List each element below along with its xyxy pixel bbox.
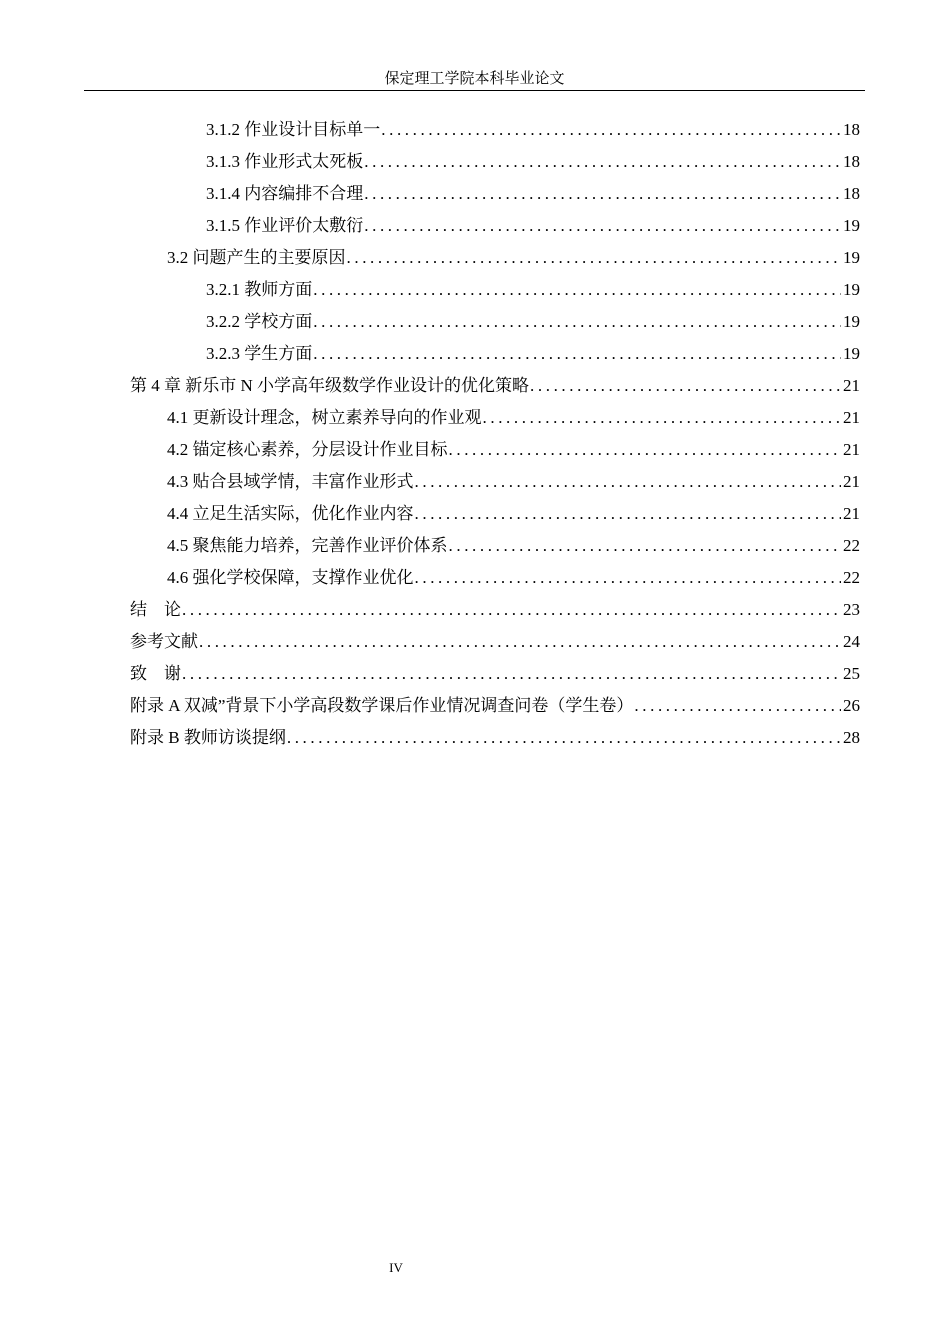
toc-dot-leader xyxy=(415,498,842,530)
toc-dot-leader xyxy=(483,402,842,434)
toc-entry-title: 4.5 聚焦能力培养，完善作业评价体系 xyxy=(167,536,448,555)
toc-entry-conclusion[interactable] xyxy=(130,594,860,626)
toc-dot-leader xyxy=(313,306,841,338)
toc-entry-page: 19 xyxy=(843,248,860,267)
toc-dot-leader xyxy=(449,530,842,562)
toc-dot-leader xyxy=(287,722,841,754)
toc-dot-leader xyxy=(313,274,841,306)
toc-dot-leader xyxy=(313,338,841,370)
toc-entry-title: 3.1.4 内容编排不合理 xyxy=(206,184,364,203)
toc-dot-leader xyxy=(634,690,841,722)
page-number: IV xyxy=(389,1260,403,1275)
toc-entry-title: 4.6 强化学校保障，支撑作业优化 xyxy=(167,568,414,587)
toc-entry-title: 4.1 更新设计理念，树立素养导向的作业观 xyxy=(167,408,482,427)
toc-entry-title: 3.2.1 教师方面 xyxy=(206,280,313,299)
toc-entry-title: 3.2.3 学生方面 xyxy=(206,344,313,363)
toc-entry-page: 26 xyxy=(843,696,860,715)
table-of-contents xyxy=(130,114,860,754)
toc-dot-leader xyxy=(415,562,842,594)
toc-entry-4-1[interactable] xyxy=(130,402,860,434)
toc-entry-4-2[interactable] xyxy=(130,434,860,466)
toc-entry-references[interactable] xyxy=(130,626,860,658)
toc-entry-page: 24 xyxy=(843,632,860,651)
toc-entry-title: 4.4 立足生活实际，优化作业内容 xyxy=(167,504,414,523)
toc-entry-page: 28 xyxy=(843,728,860,747)
toc-entry-page: 18 xyxy=(843,120,860,139)
toc-entry-title: 参考文献 xyxy=(130,632,198,651)
toc-entry-page: 23 xyxy=(843,600,860,619)
toc-entry-page: 19 xyxy=(843,216,860,235)
toc-entry-4-3[interactable] xyxy=(130,466,860,498)
toc-entry-page: 19 xyxy=(843,344,860,363)
toc-entry-title: 致 谢 xyxy=(130,664,181,683)
toc-dot-leader xyxy=(530,370,841,402)
toc-entry-4-5[interactable] xyxy=(130,530,860,562)
toc-dot-leader xyxy=(449,434,842,466)
toc-entry-3-2-1[interactable] xyxy=(130,274,860,306)
page-footer xyxy=(360,1258,432,1278)
toc-dot-leader xyxy=(364,210,841,242)
toc-entry-chapter-4[interactable] xyxy=(130,370,860,402)
toc-entry-page: 21 xyxy=(843,472,860,491)
toc-entry-title: 第 4 章 新乐市 N 小学高年级数学作业设计的优化策略 xyxy=(130,376,530,395)
toc-entry-page: 19 xyxy=(843,312,860,331)
toc-entry-page: 21 xyxy=(843,408,860,427)
toc-entry-4-6[interactable] xyxy=(130,562,860,594)
toc-dot-leader xyxy=(381,114,841,146)
toc-entry-appendix-b[interactable] xyxy=(130,722,860,754)
header-title: 保定理工学院本科毕业论文 xyxy=(384,71,565,87)
toc-entry-title: 附录 B 教师访谈提纲 xyxy=(130,728,286,747)
toc-entry-title: 3.2.2 学校方面 xyxy=(206,312,313,331)
toc-entry-3-1-4[interactable] xyxy=(130,178,860,210)
toc-entry-title: 3.2 问题产生的主要原因 xyxy=(167,248,346,267)
toc-dot-leader xyxy=(364,178,841,210)
toc-entry-title: 4.3 贴合县域学情，丰富作业形式 xyxy=(167,472,414,491)
toc-dot-leader xyxy=(199,626,841,658)
toc-dot-leader xyxy=(182,658,841,690)
toc-entry-title: 结 论 xyxy=(130,600,181,619)
toc-entry-title: 3.1.5 作业评价太敷衍 xyxy=(206,216,364,235)
page-header xyxy=(84,68,865,91)
toc-dot-leader xyxy=(415,466,842,498)
toc-entry-page: 18 xyxy=(843,184,860,203)
toc-dot-leader xyxy=(347,242,842,274)
toc-entry-3-1-3[interactable] xyxy=(130,146,860,178)
toc-entry-title: 附录 A 双减”背景下小学高段数学课后作业情况调查问卷（学生卷） xyxy=(130,696,634,715)
toc-entry-page: 22 xyxy=(843,536,860,555)
toc-dot-leader xyxy=(182,594,841,626)
toc-entry-page: 25 xyxy=(843,664,860,683)
toc-entry-page: 21 xyxy=(843,376,860,395)
toc-entry-4-4[interactable] xyxy=(130,498,860,530)
toc-entry-acknowledgements[interactable] xyxy=(130,658,860,690)
toc-entry-title: 3.1.3 作业形式太死板 xyxy=(206,152,364,171)
toc-entry-page: 22 xyxy=(843,568,860,587)
toc-dot-leader xyxy=(364,146,841,178)
toc-entry-3-2-3[interactable] xyxy=(130,338,860,370)
toc-entry-page: 19 xyxy=(843,280,860,299)
toc-entry-appendix-a[interactable] xyxy=(130,690,860,722)
toc-entry-page: 18 xyxy=(843,152,860,171)
toc-entry-3-1-2[interactable] xyxy=(130,114,860,146)
toc-entry-3-1-5[interactable] xyxy=(130,210,860,242)
toc-entry-3-2[interactable] xyxy=(130,242,860,274)
toc-entry-3-2-2[interactable] xyxy=(130,306,860,338)
toc-entry-page: 21 xyxy=(843,504,860,523)
toc-entry-page: 21 xyxy=(843,440,860,459)
toc-entry-title: 4.2 锚定核心素养，分层设计作业目标 xyxy=(167,440,448,459)
toc-entry-title: 3.1.2 作业设计目标单一 xyxy=(206,120,381,139)
